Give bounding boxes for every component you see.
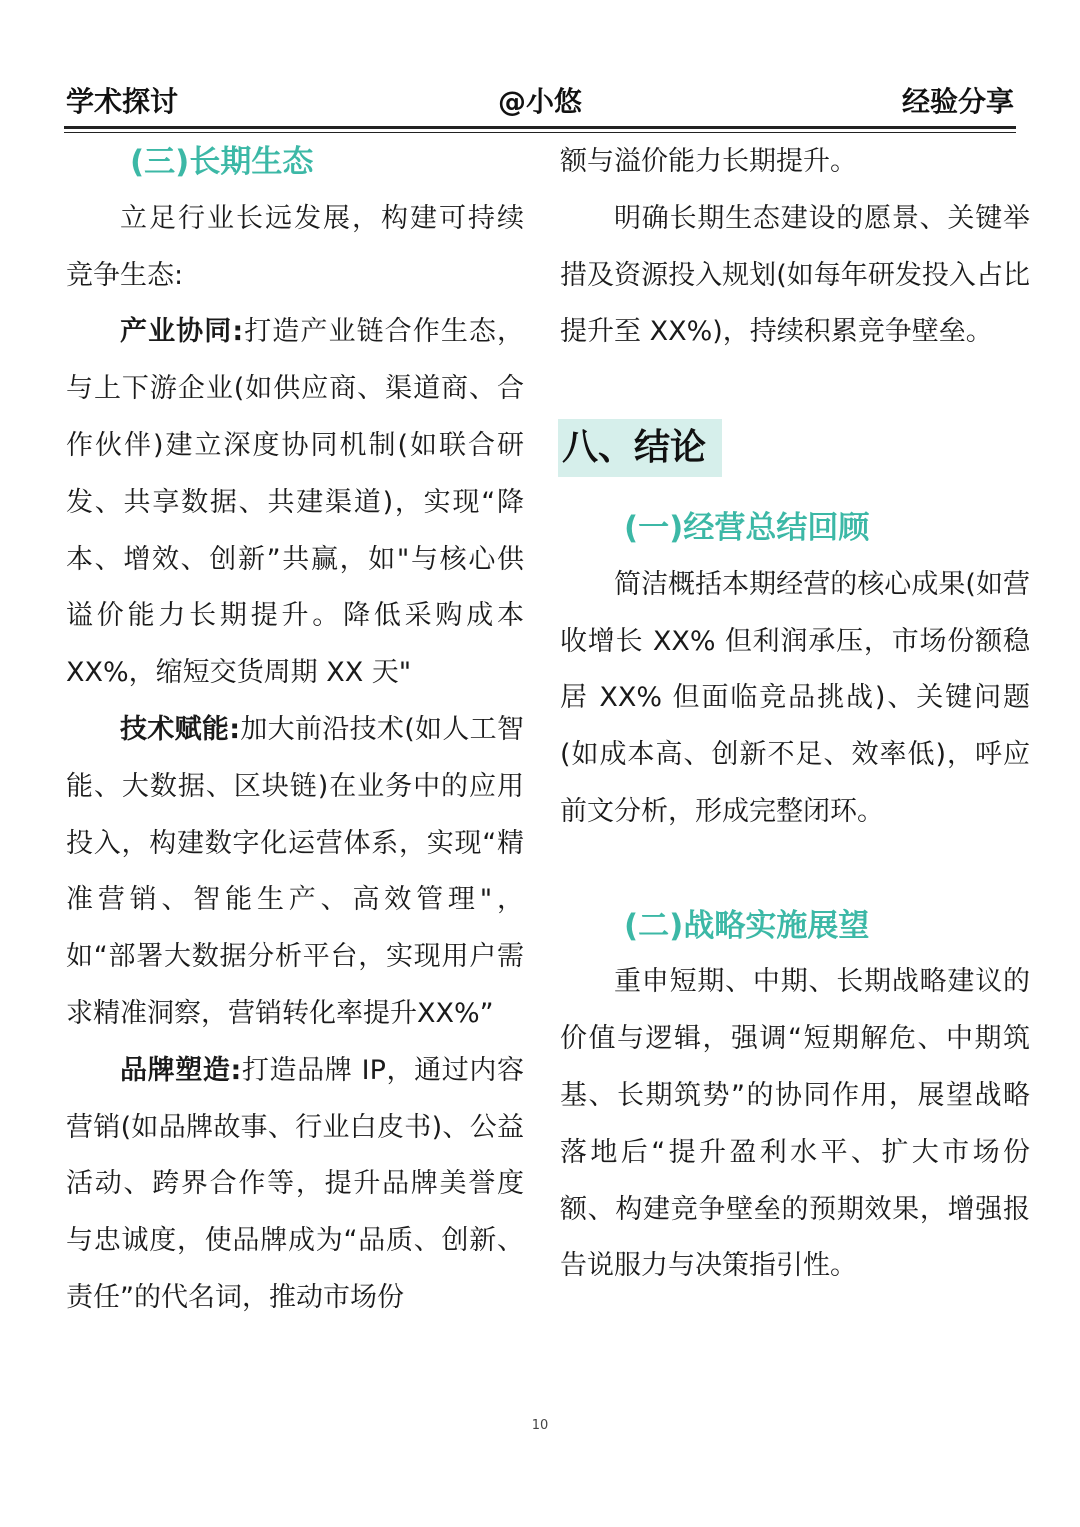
item-lead: 技术赋能: [120, 713, 241, 745]
section-heading-summary: (一)经营总结回顾 [624, 509, 870, 546]
header-author: @小悠 [497, 85, 582, 118]
section-spacer [560, 841, 1030, 898]
header-rule-thick [64, 126, 1016, 129]
chapter-heading-block [560, 419, 1030, 476]
item-text: 打造产业链合作生态，与上下游企业(如供应商、渠道商、合作伙伴)建立深度协同机制(如联合研发、共享数据、共建渠道)，实现“降本、增效、创新”共赢，如"与核心供谥价能力长期提升。降低采购成本XX%，缩短交货周期 XX 天" [66, 316, 524, 689]
continuation-text: 额与溢价能力长期提升。 [560, 146, 857, 177]
page-header [66, 84, 1014, 120]
outlook-paragraph: 重申短期、中期、长期战略建议的价值与逻辑，强调“短期解危、中期筑基、长期筑势”的协同作用，展望战略落地后“提升盈利水平、扩大市场份额、构建竞争壁垒的预期效果，增强报告说服力与决策指引性。 [560, 966, 1030, 1282]
summary-paragraph: 简洁概括本期经营的核心成果(如营收增长 XX% 但利润承压，市场份额稳居 XX% 但面临竞品挑战)、关键问题(如成本高、创新不足、效率低)，呼应前文分析，形成完整闭环。 [560, 568, 1030, 827]
intro-paragraph: 立足行业长远发展，构建可持续竞争生态: [66, 202, 524, 291]
section-heading-outlook: (二)战略实施展望 [624, 907, 870, 944]
header-left-label: 学术探讨 [66, 85, 179, 118]
chapter-title: 八、结论 [558, 419, 722, 477]
item-text: 打造品牌 IP，通过内容营销(如品牌故事、行业白皮书)、公益活动、跨界合作等，提升品牌美誉度与忠诚度，使品牌成为“品质、创新、责任”的代名词，推动市场份 [66, 1054, 524, 1313]
page-number: 10 [531, 1418, 549, 1433]
item-lead: 产业协同: [120, 316, 244, 348]
item-paragraph [66, 1043, 524, 1327]
ecosystem-paragraph: 明确长期生态建设的愿景、关键举措及资源投入规划(如每年研发投入占比提升至 XX%)，持续积累竞争壁垒。 [560, 202, 1030, 348]
header-rule-thin [64, 132, 1016, 133]
item-lead: 品牌塑造: [120, 1054, 242, 1086]
section-heading-long-term: (三)长期生态 [130, 144, 314, 180]
item-paragraph [66, 702, 524, 1043]
header-right-label: 经验分享 [901, 85, 1014, 118]
item-paragraph [66, 304, 524, 702]
left-column [66, 134, 524, 1327]
right-column [560, 134, 1030, 1295]
item-text: 加大前沿技术(如人工智能、大数据、区块链)在业务中的应用投入，构建数字化运营体系，实现“精准营销、智能生产、高效管理"，如“部署大数据分析平台，实现用户需求精准洞察，营销转化率提升XX%” [66, 713, 524, 1029]
